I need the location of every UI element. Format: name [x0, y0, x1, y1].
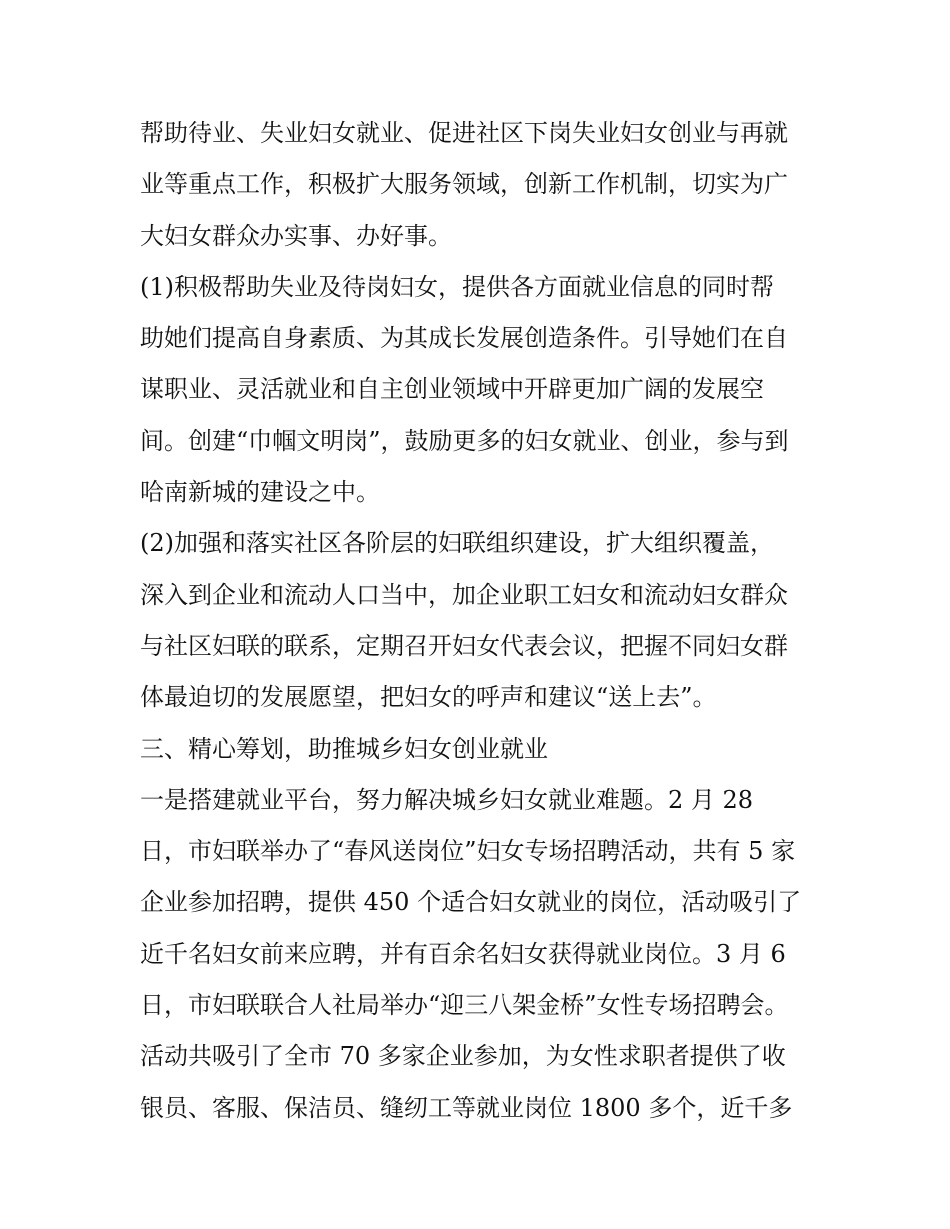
section-heading: 三、精心筹划，助推城乡妇女创业就业	[140, 734, 548, 763]
text-line: (2)加强和落实社区各阶层的妇联组织建设，扩大组织覆盖，	[140, 529, 774, 558]
text-line: 大妇女群众办实事、办好事。	[140, 221, 452, 250]
text-line: 一是搭建就业平台，努力解决城乡妇女就业难题。2 月 28	[140, 785, 754, 814]
text-line: 活动共吸引了全市 70 多家企业参加，为女性求职者提供了收	[140, 1042, 786, 1071]
text-line: (1)积极帮助失业及待岗妇女，提供各方面就业信息的同时帮	[140, 272, 774, 301]
text-line: 间。创建“巾帼文明岗”，鼓励更多的妇女就业、创业，参与到	[140, 426, 789, 455]
text-line: 助她们提高自身素质、为其成长发展创造条件。引导她们在自	[140, 324, 788, 353]
text-line: 日，市妇联举办了“春风送岗位”妇女专场招聘活动，共有 5 家	[140, 837, 796, 866]
text-line: 企业参加招聘，提供 450 个适合妇女就业的岗位，活动吸引了	[140, 888, 802, 917]
text-line: 与社区妇联的联系，定期召开妇女代表会议，把握不同妇女群	[140, 631, 788, 660]
text-line: 帮助待业、失业妇女就业、促进社区下岗失业妇女创业与再就	[140, 119, 788, 147]
text-line: 日，市妇联联合人社局举办“迎三八架金桥”女性专场招聘会。	[140, 991, 789, 1020]
text-line: 业等重点工作，积极扩大服务领域，创新工作机制，切实为广	[140, 170, 788, 199]
text-line: 银员、客服、保洁员、缝纫工等就业岗位 1800 多个，近千多	[140, 1093, 793, 1122]
text-line: 哈南新城的建设之中。	[140, 478, 380, 507]
text-line: 近千名妇女前来应聘，并有百余名妇女获得就业岗位。3 月 6	[140, 939, 786, 968]
body-text	[140, 108, 820, 1134]
text-line: 体最迫切的发展愿望，把妇女的呼声和建议“送上去”。	[140, 683, 717, 712]
text-line: 谋职业、灵活就业和自主创业领域中开辟更加广阔的发展空	[140, 375, 764, 404]
text-line: 深入到企业和流动人口当中，加企业职工妇女和流动妇女群众	[140, 580, 788, 609]
